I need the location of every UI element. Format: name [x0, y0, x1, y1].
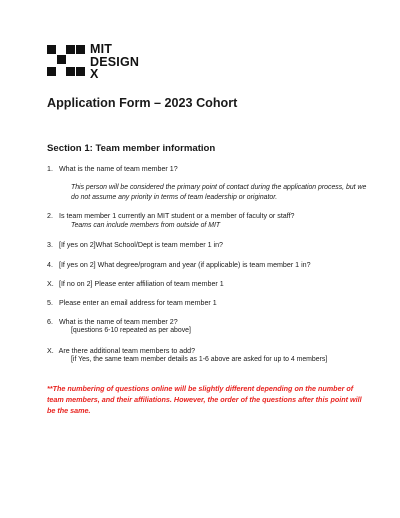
numbering-footnote: **The numbering of questions online will be slightly different depending on the number of team members, and their affiliations. However, the order of the questions after this point will be the same.: [47, 384, 362, 415]
question-2: 2. Is team member 1 currently an MIT student or a member of faculty or staff?: [47, 212, 295, 220]
section-heading: Section 1: Team member information: [47, 143, 216, 154]
question-1: 1. What is the name of team member 1?: [47, 165, 178, 173]
question-4: 4. [If yes on 2] What degree/program and year (if applicable) is team member 1 in?: [47, 261, 311, 269]
question-6: 6. What is the name of team member 2?: [47, 318, 178, 326]
question-x-additional: X. Are there additional team members to add?: [47, 347, 196, 355]
logo-square: [47, 45, 56, 54]
logo-square: [66, 67, 75, 76]
logo-square: [76, 67, 85, 76]
question-3: 3. [If yes on 2]What School/Dept is team member 1 in?: [47, 241, 224, 249]
question-2-note: Teams can include members from outside of MIT: [71, 222, 221, 229]
question-6-note: [questions 6-10 repeated as per above]: [71, 327, 191, 334]
form-title: Application Form – 2023 Cohort: [47, 96, 238, 110]
logo-wordmark: MIT DESIGN X: [90, 42, 140, 82]
question-5: 5. Please enter an email address for team member 1: [47, 299, 217, 307]
logo-square: [47, 67, 56, 76]
mit-design-x-logo: [47, 43, 167, 83]
question-x-affiliation: X. [If no on 2] Please enter affiliation of team member 1: [47, 280, 224, 288]
question-1-note: This person will be considered the primary point of contact during the application process, but we do not assume any priority in terms of team leadership or originator.: [71, 184, 367, 202]
logo-square: [57, 55, 66, 64]
logo-square: [66, 45, 75, 54]
question-x-additional-note: [if Yes, the same team member details as 1-6 above are asked for up to 4 members]: [71, 356, 328, 363]
logo-square: [76, 45, 85, 54]
